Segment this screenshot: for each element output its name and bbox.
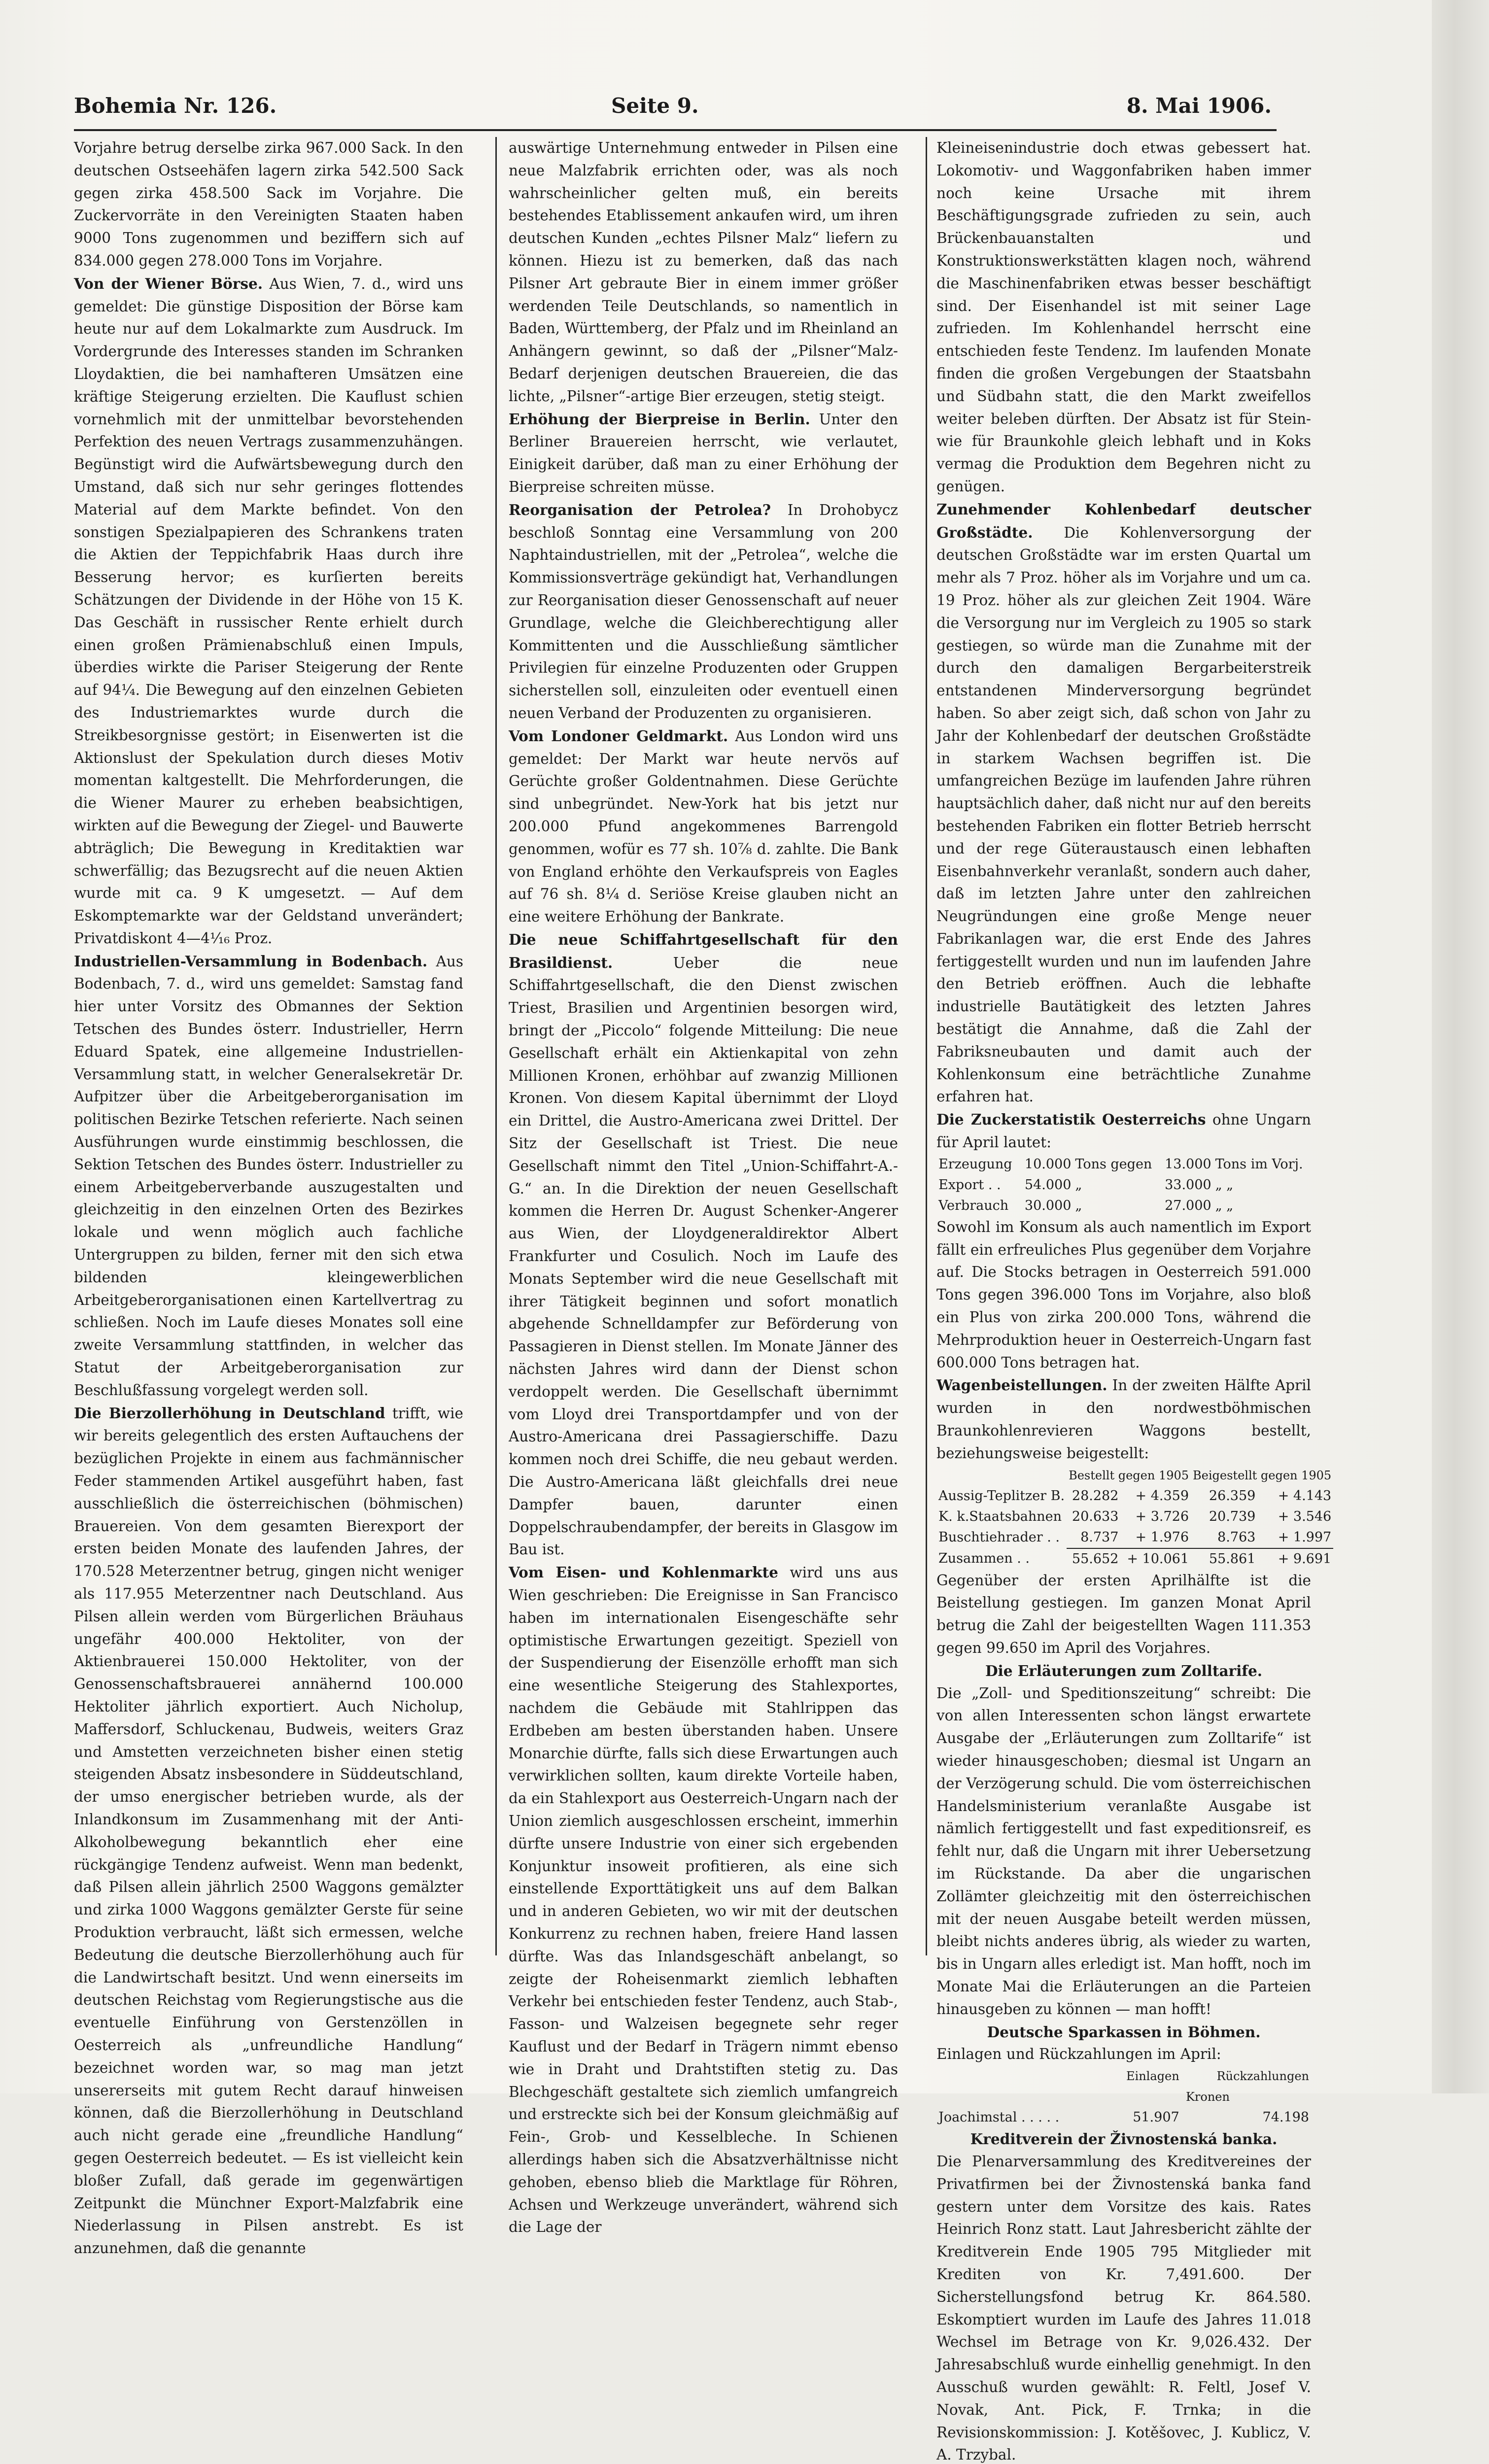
- table-row: K. k.Staatsbahnen 20.633 + 3.726 20.739 + 3.546: [938, 1508, 1332, 1524]
- article-title: Deutsche Sparkassen in Böhmen.: [987, 2023, 1261, 2041]
- article-title: Die Erläuterungen zum Zolltarife.: [985, 1662, 1263, 1679]
- article: [509, 408, 898, 499]
- column-2: [509, 137, 898, 2236]
- column-3: [936, 137, 1332, 2464]
- article-text: Gegenüber der ersten Aprilhälfte ist die Beistellung gestiegen. Im ganzen Monat April betrug die Zahl der beigestellten Wagen 111.353 gegen 99.650 im April des Vorjahres.: [936, 1572, 1311, 1657]
- article-title-tail: ohne Ungarn für April lautet:: [936, 1111, 1311, 1151]
- table-row: Erzeugung 10.000 Tons gegen 13.000 Tons im Vorj.: [938, 1156, 1303, 1172]
- article-title: Die neue Schiffahrtgesellschaft für den Brasildienst.: [509, 930, 898, 971]
- article: [509, 725, 898, 928]
- article-title: Die Bierzollerhöhung in Deutschland: [74, 1404, 385, 1422]
- article: [936, 498, 1311, 1109]
- header-page-number: Seite 9.: [611, 94, 699, 118]
- article-title: Reorganisation der Petrolea?: [509, 501, 771, 518]
- column-rule-1: [495, 137, 497, 1955]
- article-title: Kreditverein der Živnostenská banka.: [970, 2130, 1278, 2148]
- table-unit-row: Kronen: [1185, 2090, 1230, 2104]
- article-text: In Drohobycz beschloß Sonntag eine Versammlung von 200 Naphtaindustriellen, mit der „Petrolea“, welche die Kommissionsverträge gekündigt hat, Verhandlungen zur Reorganisation dieser Genossenschaft auf neuer Grundlage, welche die Gleichberechtigung aller Kommittenten und die Ausschließung sämtlicher Privilegien für einzelne Produzenten oder Gruppen sicherstellen soll, einzuleiten oder eventuell einen neuen Verband der Produzenten zu organisieren.: [509, 501, 898, 721]
- wagen-table: [936, 1465, 1333, 1570]
- sparkassen-table: [936, 2066, 1311, 2128]
- article: [936, 1374, 1311, 1465]
- article: [74, 273, 463, 950]
- article-title: Erhöhung der Bierpreise in Berlin.: [509, 410, 810, 428]
- page-header: [74, 94, 1272, 128]
- table-header-row: Bestellt gegen 1905 Beigestellt gegen 1905: [1069, 1468, 1332, 1482]
- table-header-row: Einlagen Rückzahlungen: [1126, 2069, 1309, 2084]
- article-title: Vom Londoner Geldmarkt.: [509, 727, 728, 745]
- article-text: auswärtige Unternehmung entweder in Pilsen eine neue Malzfabrik errichten oder, was als noch wahrscheinlicher gelten muß, ein bereits bestehendes Etablissement ankaufen wird, um ihren deutschen Kunden „echtes Pilsner Malz“ liefern zu können. Hiezu ist zu bemerken, daß das nach Pilsner Art gebraute Bier in einem immer größer werdenden Teile Deutschlands, so namentlich in Baden, Württemberg, der Pfalz und im Rheinland an Anhängern gewinnt, so daß der „Pilsner“Malz-Bedarf derjenigen deutschen Brauereien, die das lichte, „Pilsner“-artige Bier erzeugen, stetig steigt.: [509, 139, 898, 405]
- article-title: Zunehmender Kohlenbedarf deutscher Großstädte.: [936, 500, 1311, 541]
- header-issue: Bohemia Nr. 126.: [74, 94, 277, 118]
- table-total-row: Zusammen . . 55.652 + 10.061 55.861 + 9.691: [936, 1548, 1333, 1570]
- article-text: Aus Bodenbach, 7. d., wird uns gemeldet: Samstag fand hier unter Vorsitz des Obmannes der Sektion Tetschen des Bundes österr. Industrieller, Herrn Eduard Spatek, eine allgemeine Industriellen-Versammlung statt, in welcher Generalsekretär Dr. Aufpitzer über die Arbeitgeberorganisation im politischen Bezirke Tetschen referierte. Nach seinen Ausführungen wurde einstimmig beschlossen, die Sektion Tetschen des Bundes österr. Industrieller zu einem Arbeitgeberverbande auszugestalten und gleichzeitig in den einzelnen Orten des Bezirkes lokale und wenn möglich auch fachliche Untergruppen zu bilden, ferner mit den sich etwa bildenden kleingewerblichen Arbeitgeberorganisationen einen Kartellvertrag zu schließen. Noch im Laufe dieses Monates soll eine zweite Versammlung stattfinden, in welcher das Statut der Arbeitgeberorganisation zur Beschlußfassung vorgelegt werden soll.: [74, 953, 463, 1399]
- header-date: 8. Mai 1906.: [1126, 94, 1272, 118]
- article-text: Sowohl im Konsum als auch namentlich im Export fällt ein erfreuliches Plus gegenüber dem Vorjahre auf. Die Stocks betragen in Oesterreich 591.000 Tons gegen 396.000 Tons im Vorjahre, also bloß ein Plus von zirka 200.000 Tons, während die Mehrproduktion heuer in Oesterreich-Ungarn fast 600.000 Tons betragen hat.: [936, 1218, 1311, 1371]
- article-title: Industriellen-Versammlung in Bodenbach.: [74, 952, 428, 970]
- article: [74, 950, 463, 1402]
- column-rule-2: [926, 137, 927, 1955]
- column-1: [74, 137, 463, 2257]
- zucker-table: [936, 1154, 1311, 1216]
- article-text: Vorjahre betrug derselbe zirka 967.000 Sack. In den deutschen Ostseehäfen lagern zirka 542.500 Sack gegen zirka 458.500 Sack im Vorjahre. Die Zuckervorräte in den Vereinigten Staaten haben 9000 Tons zugenommen und beziffern sich auf 834.000 gegen 278.000 Tons im Vorjahre.: [74, 139, 463, 269]
- article-text: Die Kohlenversorgung der deutschen Großstädte war im ersten Quartal um mehr als 7 Proz. höher als im Vorjahre und um ca. 19 Proz. höher als zur gleichen Zeit 1904. Wäre die Versorgung nur im Vergleich zu 1905 so stark gestiegen, so würde man die Zunahme mit der durch den damaligen Bergarbeiterstreik entstandenen Minderversorgung begründet haben. So aber zeigt sich, daß schon von Jahr zu Jahr der Kohlenbedarf der deutschen Großstädte in starkem Wachsen begriffen ist. Die umfangreichen Bezüge im laufenden Jahre rühren hauptsächlich daher, daß nicht nur auf den bereits bestehenden Fabriken ein flotter Betrieb herrscht und der rege Güteraustausch einen lebhaften Eisenbahnverkehr veranlaßt, sondern auch daher, daß im letzten Jahre unter den zahlreichen Neugründungen eine große Menge neuer Fabrikanlagen war, die erst Ende des Jahres fertiggestellt wurden und nun im laufenden Jahre den Betrieb eröffnen. Auch die lebhafte industrielle Bautätigkeit des letzten Jahres bestätigt die Annahme, daß die Zahl der Fabriksneubauten und damit auch der Kohlenkonsum eine beträchtliche Zunahme erfahren hat.: [936, 524, 1311, 1105]
- article-text: Ueber die neue Schiffahrtgesellschaft, die den Dienst zwischen Triest, Brasilien und Argentinien besorgen wird, bringt der „Piccolo“ folgende Mitteilung: Die neue Gesellschaft erhält ein Aktienkapital von zehn Millionen Kronen, erhöhbar auf zwanzig Millionen Kronen. Von diesem Kapital übernimmt der Lloyd ein Drittel, die Austro-Americana zwei Drittel. Der Sitz der Gesellschaft ist Triest. Die neue Gesellschaft nimmt den Titel „Union-Schiffahrt-A.-G.“ an. In die Direktion der neuen Gesellschaft kommen die Herren Dr. August Schenker-Angerer aus Wien, der Lloydgeneraldirektor Albert Frankfurter und Cosulich. Noch im Laufe des Monats September wird die neue Gesellschaft mit ihrer Tätigkeit beginnen und sofort monatlich abgehende Schnelldampfer zur Beförderung von Passagieren in Dienst stellen. Im Monate Jänner des nächsten Jahres wird dann der Dienst schon verdoppelt werden. Die Gesellschaft übernimmt vom Lloyd drei Transportdampfer und von der Austro-Americana drei Passagierschiffe. Dazu kommen noch drei Schiffe, die neu gebaut werden. Die Austro-Americana läßt gleichfalls drei neue Dampfer bauen, darunter einen Doppelschraubendampfer, der bereits in Glasgow im Bau ist.: [509, 954, 898, 1558]
- header-rule: [74, 129, 1277, 131]
- article: [509, 928, 898, 1561]
- article-title: Vom Eisen- und Kohlenmarkte: [509, 1564, 778, 1581]
- table-row: Verbrauch 30.000 „ 27.000 „ „: [938, 1198, 1234, 1213]
- article: [509, 499, 898, 725]
- article-text: trifft, wie wir bereits gelegentlich des ersten Auftauchens der bezüglichen Projekte in einem aus fachmännischer Feder stammenden Artikel ausgeführt haben, fast ausschließlich die österreichischen (böhmischen) Brauereien. Von dem gesamten Bierexport der ersten beiden Monate des laufenden Jahres, der 170.528 Meterzentner betrug, gingen nicht weniger als 117.955 Meterzentner nach Deutschland. Aus Pilsen allein werden vom Bürgerlichen Bräuhaus ungefähr 400.000 Hektoliter, von der Aktienbrauerei 150.000 Hektoliter, von der Genossenschaftsbrauerei annähernd 100.000 Hektoliter jährlich exportiert. Auch Nicholup, Maffersdorf, Schluckenau, Budweis, weiters Graz und Amstetten verzeichneten bisher einen stetig steigenden Absatz insbesondere in Süddeutschland, der umso energischer betrieben wurde, als der Inlandkonsum im Zusammenhang mit der Anti-Alkoholbewegung bekanntlich eher eine rückgängige Tendenz aufweist. Wenn man bedenkt, daß Pilsen allein jährlich 2500 Waggons gemälzter und zirka 1000 Waggons gemälzter Gerste für seine Produktion verbraucht, läßt sich ermessen, welche Bedeutung die deutsche Bierzollerhöhung auch für die Landwirtschaft besitzt. Und wenn einerseits im deutschen Reichstag vom Regierungstische aus die eventuelle Einführung von Gerstenzöllen in Oesterreich als „unfreundliche Handlung“ bezeichnet worden war, so mag man jetzt unsererseits mit gutem Recht darauf hinweisen können, daß die Bierzollerhöhung in Deutschland auch nicht gerade eine „freundliche Handlung“ gegen Oesterreich bedeutet. — Es ist vielleicht kein bloßer Zufall, daß gerade im gegenwärtigen Zeitpunkt die Münchner Export-Malzfabrik eine Niederlassung in Pilsen anstrebt. Es ist anzunehmen, daß die genannte: [74, 1404, 463, 2257]
- page-edge-shadow: [1432, 0, 1489, 2093]
- article-text: Unter den Berliner Brauereien herrscht, wie verlautet, Einigkeit darüber, daß man zu einer Erhöhung der Bierpreise schreiten müsse.: [509, 411, 898, 495]
- zucker-heading: [936, 1108, 1311, 1154]
- article-title: Von der Wiener Börse.: [74, 274, 263, 292]
- article-text: Aus London wird uns gemeldet: Der Markt war heute nervös auf Gerüchte großer Goldentnahmen. Diese Gerüchte sind unbegründet. New-York hat bis jetzt nur 200.000 Pfund angekommenes Barrengold genommen, wofür es 77 sh. 10⅞ d. zahlte. Die Bank von England erhöhte den Verkaufspreis von Eagles auf 76 sh. 8¼ d. Seriöse Kreise glauben nicht an eine weitere Erhöhung der Bankrate.: [509, 727, 898, 925]
- article-text: Die „Zoll- und Speditionszeitung“ schreibt: Die von allen Interessenten schon längst erwartete Ausgabe der „Erläuterungen zum Zolltarife“ ist wieder hinausgeschoben; diesmal ist Ungarn an der Verzögerung schuld. Die vom österreichischen Handelsministerium veranlaßte Ausgabe ist nämlich fertiggestellt und fast expeditionsreif, es fehlt nur, daß die Ungarn mit ihrer Uebersetzung im Rückstande. Da aber die ungarischen Zollämter gleichzeitig mit den österreichischen mit der neuen Ausgabe beteilt werden müssen, bleibt nichts anderes übrig, als wieder zu warten, bis in Ungarn alles erledigt ist. Man hofft, noch im Monate Mai die Erläuterungen an die Parteien hinausgeben zu können — man hofft!: [936, 1684, 1311, 2018]
- table-row: Buschtiehrader . . 8.737 + 1.976 8.763 + 1.997: [938, 1529, 1332, 1545]
- article-text: Die Plenarversammlung des Kreditvereines der Privatfirmen bei der Živnostenská banka fand gestern unter dem Vorsitze des kais. Rates Heinrich Ronz statt. Laut Jahresbericht zählte der Kreditverein Ende 1905 795 Mitglieder mit Krediten von Kr. 7,491.600. Der Sicherstellungsfond betrug Kr. 864.580. Eskomptiert wurden im Laufe des Jahres 11.018 Wechsel im Betrage von Kr. 9,026.432. Der Jahresabschluß wurde einhellig genehmigt. In den Ausschuß wurden gewählt: R. Feltl, Josef V. Novak, Ant. Pick, F. Trnka; in die Revisionskommission: J. Kotěšovec, J. Kublicz, V. A. Trzybal.: [936, 2153, 1311, 2464]
- article-text: Aus Wien, 7. d., wird uns gemeldet: Die günstige Disposition der Börse kam heute nur auf dem Lokalmarkte zum Ausdruck. Im Vordergrunde des Interesses standen im Schranken Lloydaktien, die bei namhafteren Umsätzen eine kräftige Steigerung erzielten. Die Kauflust schien vornehmlich mit der unmittelbar bevorstehenden Perfektion des neuen Vertrags zusammenzuhängen. Begünstigt wird die Aufwärtsbewegung durch den Umstand, daß sich nur sehr geringes flottendes Material auf dem Markte befindet. Von den sonstigen Spezialpapieren des Schrankens traten die Aktien der Teppichfabrik Haas durch ihre Besserung hervor; es kurſierten bereits Schätzungen der Dividende in der Höhe von 15 K. Das Geschäft in russischer Rente erhielt durch einen großen Prämienabschluß einen Impuls, überdies wirkte die Pariser Steigerung der Rente auf 94¼. Die Bewegung auf den einzelnen Gebieten des Industriemarktes wurde durch die Streikbesorgnisse gestört; in Eisenwerten ist die Aktionslust der Spekulation durch dieses Motiv momentan kaltgestellt. Die Mehrforderungen, die die Wiener Maurer zu erheben beabsichtigen, wirkten auf die Bewegung der Ziegel- und Bauwerte abträglich; Die Bewegung in Kreditaktien war schwerfällig; das Bezugsrecht auf die neuen Aktien wurde mit ca. 9 K umgesetzt. — Auf dem Eskomptemarkte war der Geldstand unverändert; Privatdiskont 4—4¹⁄₁₆ Proz.: [74, 275, 463, 947]
- article-text: Kleineisenindustrie doch etwas gebessert hat. Lokomotiv- und Waggonfabriken haben immer noch keine Ursache mit ihrem Beschäftigungsgrade zufrieden zu sein, auch Brückenbauanstalten und Konstruktionswerkstätten klagen noch, während die Maschinenfabriken etwas besser beschäftigt sind. Der Eisenhandel ist mit seiner Lage zufrieden. Im Kohlenhandel herrscht eine entschieden feste Tendenz. Im laufenden Monate finden die großen Vergebungen der Staatsbahn und Südbahn statt, die den Markt zweifellos weiter beleben dürften. Der Absatz ist für Stein- wie für Braunkohle gleich lebhaft und in Koks vermag die Produktion dem Begehren nicht zu genügen.: [936, 139, 1311, 495]
- article-subtitle: Einlagen und Rückzahlungen im April:: [936, 2046, 1221, 2063]
- table-row: Aussig-Teplitzer B. 28.282 + 4.359 26.359 + 4.143: [938, 1488, 1332, 1504]
- table-row: Export . . 54.000 „ 33.000 „ „: [938, 1177, 1234, 1193]
- article: [74, 1402, 463, 2260]
- article-text: In der zweiten Hälfte April wurden in den nordwestböhmischen Braunkohlenrevieren Waggons bestellt, beziehungsweise beigestellt:: [936, 1377, 1311, 1462]
- article-text: wird uns aus Wien geschrieben: Die Ereignisse in San Francisco haben im internationalen Eisengeschäfte sehr optimistische Erwartungen gezeitigt. Speziell von der Suspendierung der Eisenzölle erhofft man sich eine wesentliche Steigerung des Stahlexportes, nachdem die Gebäude mit Stahlrippen das Erdbeben am besten überstanden haben. Unsere Monarchie dürfte, falls sich diese Erwartungen auch verwirklichen sollten, kaum direkte Vorteile haben, da ein Stahlexport aus Oesterreich-Ungarn nach der Union ziemlich ausgeschlossen erscheint, immerhin dürfte unsere Industrie von einer sich ergebenden Konjunktur insoweit profitieren, als eine sich einstellende Exporttätigkeit uns auf dem Balkan und in anderen Gebieten, wo wir mit der deutschen Konkurrenz zu rechnen haben, freiere Hand lassen dürfte. Was das Inlandsgeschäft anbelangt, so zeigte der Roheisenmarkt ziemlich lebhaften Verkehr bei entschieden fester Tendenz, auch Stab-, Fasson- und Walzeisen begegnete sehr reger Kauflust und der Bedarf in Trägern nimmt ebenso wie in Draht und Drahtstiften stetig zu. Das Blechgeschäft gestaltete sich ziemlich umfangreich und erstreckte sich bei der Konsum gleichmäßig auf Fein-, Grob- und Kesselbleche. In Schienen allerdings haben sich die Absatzverhältnisse nicht gehoben, ebenso blieb die Marktlage für Röhren, Achsen und Werkzeuge unverändert, während sich die Lage der: [509, 1564, 898, 2236]
- table-row: Joachimstal . . . . . 51.907 74.198: [938, 2110, 1309, 2125]
- article-title: Die Zuckerstatistik Oesterreichs: [936, 1111, 1206, 1129]
- article-title: Wagenbeistellungen.: [936, 1376, 1108, 1394]
- article: [509, 1561, 898, 2239]
